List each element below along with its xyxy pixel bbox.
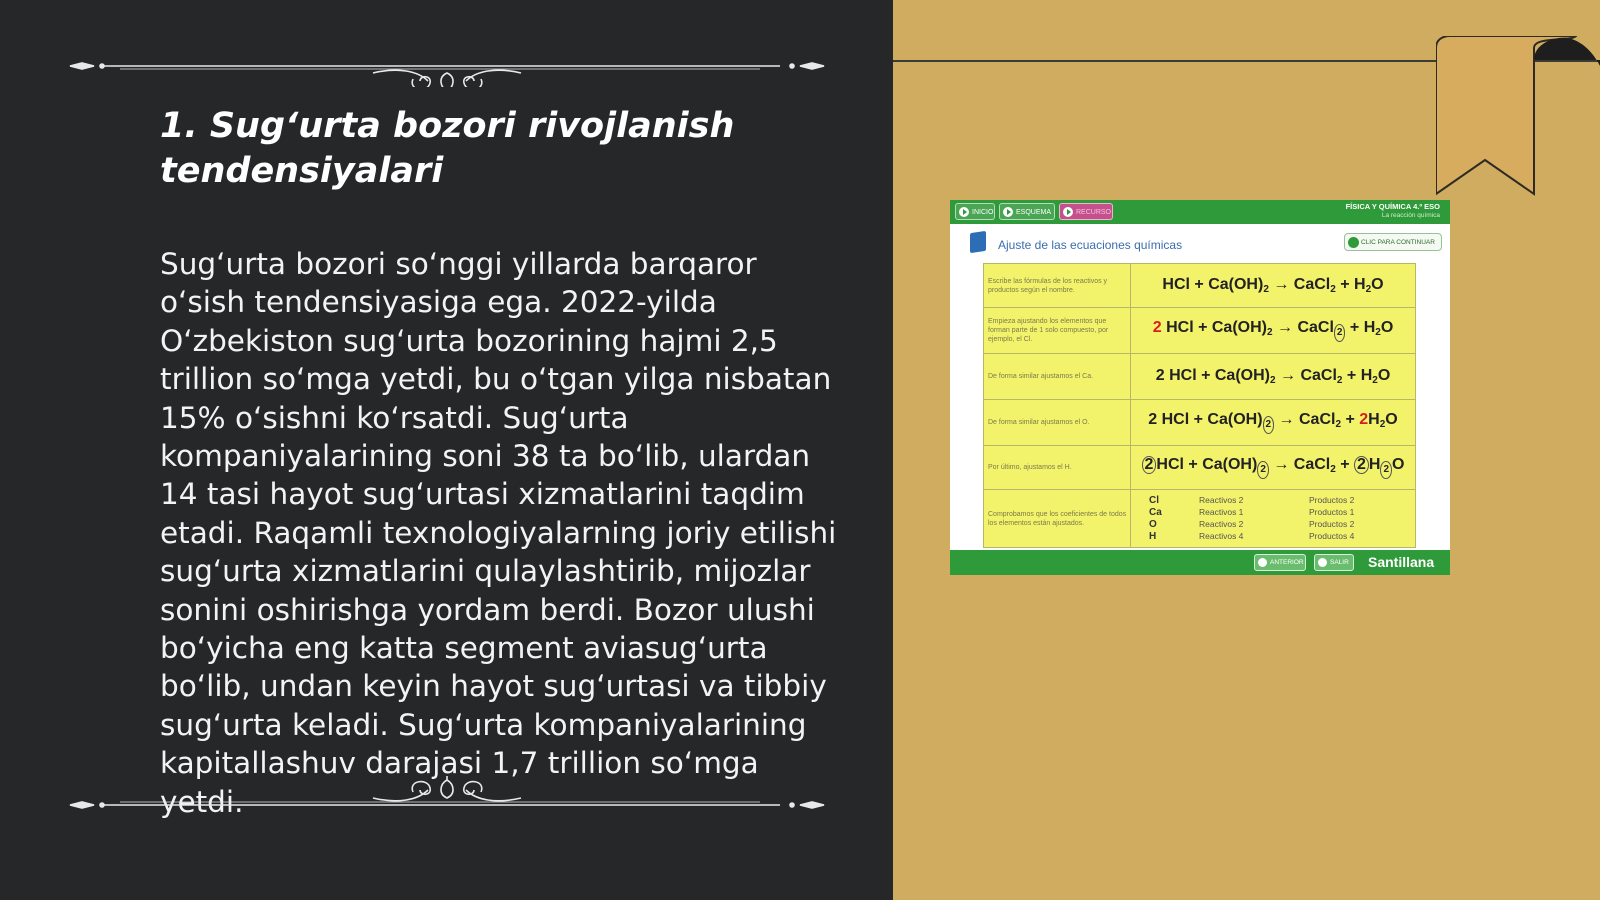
reactant-count: Reactivos 4 (1199, 531, 1244, 541)
bottom-divider-ornament (68, 776, 826, 816)
product-count: Productos 4 (1309, 531, 1355, 541)
element-symbol: H (1149, 531, 1157, 542)
table-row (984, 446, 1416, 490)
equation: 2 HCl + Ca(OH) 2 → CaCl$_2$ + $2H_2O$ (1131, 400, 1416, 446)
step-description: Por último, ajustamos el H. (984, 446, 1131, 490)
equation: HCl + $Ca(OH)_2$ → CaCl$_2$ + $H_2O$ (1131, 264, 1416, 308)
reactant-count: Reactivos 2 (1199, 495, 1244, 505)
salir-button[interactable] (1314, 554, 1354, 571)
top-divider-ornament (68, 47, 826, 87)
play-icon (1063, 207, 1073, 217)
table-row (984, 400, 1416, 446)
course-subtitle: La reacción química (1381, 212, 1440, 219)
inicio-button[interactable] (955, 203, 995, 220)
slide-title: 1. Sug‘urta bozori rivojlanish tendensiyalari (160, 106, 735, 191)
book-icon (970, 231, 986, 253)
brand-logo: Santillana (1368, 554, 1435, 570)
table-row (984, 490, 1416, 548)
reactant-count: Reactivos 1 (1199, 507, 1244, 517)
esquema-label: ESQUEMA (1016, 209, 1052, 216)
play-icon (1348, 237, 1359, 248)
esquema-button[interactable] (999, 203, 1055, 220)
embedded-software-screenshot (950, 200, 1450, 575)
equation: 2 HCl + $Ca(OH)_2$ → CaCl$_2$ + $H_2O$ (1131, 354, 1416, 400)
product-count: Productos 1 (1309, 507, 1355, 517)
reactant-count: Reactivos 2 (1199, 519, 1244, 529)
equation: 2 HCl + $Ca(OH)_2$ → CaCl $2 + H_2O$ (1131, 308, 1416, 354)
lesson-heading: Ajuste de las ecuaciones químicas (998, 238, 1183, 252)
app-content (950, 224, 1450, 550)
product-count: Productos 2 (1309, 495, 1355, 505)
continue-button[interactable] (1344, 233, 1442, 251)
play-icon (1003, 207, 1013, 217)
equation: 2 HCl + Ca(OH) 2 → CaCl$_2$ + 2 H 2 O (1131, 446, 1416, 490)
bookmark-ribbon-decoration (1436, 36, 1600, 196)
table-row (984, 354, 1416, 400)
salir-label: SALIR (1330, 559, 1349, 566)
anterior-button[interactable] (1254, 554, 1306, 571)
element-symbol: O (1149, 519, 1157, 530)
element-symbol: Cl (1149, 495, 1159, 506)
anterior-label: ANTERIOR (1270, 559, 1304, 566)
equation-steps-table (983, 263, 1416, 548)
atom-count-check (1131, 490, 1416, 548)
course-title: FÍSICA Y QUÍMICA 4.º ESO (1345, 202, 1440, 211)
slide-body-text: Sug‘urta bozori so‘nggi yillarda barqaror o‘sish tendensiyasiga ega. 2022-yilda O‘zbekiston sug‘urta bozorining hajmi 2,5 trillion so‘mga yetdi, bu o‘tgan yilga nisbatan 15% o‘sishni ko‘rsatdi. Sug‘urta kompaniyalarining soni 38 ta bo‘lib, ulardan 14 tasi hayot sug‘urtasi xizmatlarini taqdim etadi. Raqamli texnologiyalarning joriy etilishi sug‘urta xizmatlarini qulaylashtirib, mijozlar sonini oshirishga yordam berdi. Bozor ulushi bo‘yicha eng katta segment aviasug‘urta bo‘lib, undan keyin hayot sug‘urtasi va tibbiy sug‘urta keladi. Sug‘urta kompaniyalarining kapitallashuv darajasi 1,7 trillion so‘mga yetdi. (160, 247, 837, 819)
back-icon (1258, 558, 1267, 567)
step-description: De forma similar ajustamos el O. (984, 400, 1131, 446)
product-count: Productos 2 (1309, 519, 1355, 529)
step-description: Comprobamos que los coeficientes de todos los elementos están ajustados. (984, 490, 1131, 548)
recurso-label: RECURSO (1076, 209, 1112, 216)
recurso-button[interactable] (1059, 203, 1113, 220)
step-description: Empieza ajustando los elementos que forman parte de 1 solo compuesto, por ejemplo, el Cl. (984, 308, 1131, 354)
exit-icon (1318, 558, 1327, 567)
table-row (984, 264, 1416, 308)
step-description: Escribe las fórmulas de los reactivos y productos según el nombre. (984, 264, 1131, 308)
play-icon (959, 207, 969, 217)
app-top-bar (950, 200, 1450, 224)
app-bottom-bar (950, 550, 1450, 575)
continue-label: CLIC PARA CONTINUAR (1361, 239, 1435, 246)
inicio-label: INICIO (972, 209, 994, 216)
step-description: De forma similar ajustamos el Ca. (984, 354, 1131, 400)
element-symbol: Ca (1149, 507, 1162, 518)
table-row (984, 308, 1416, 354)
